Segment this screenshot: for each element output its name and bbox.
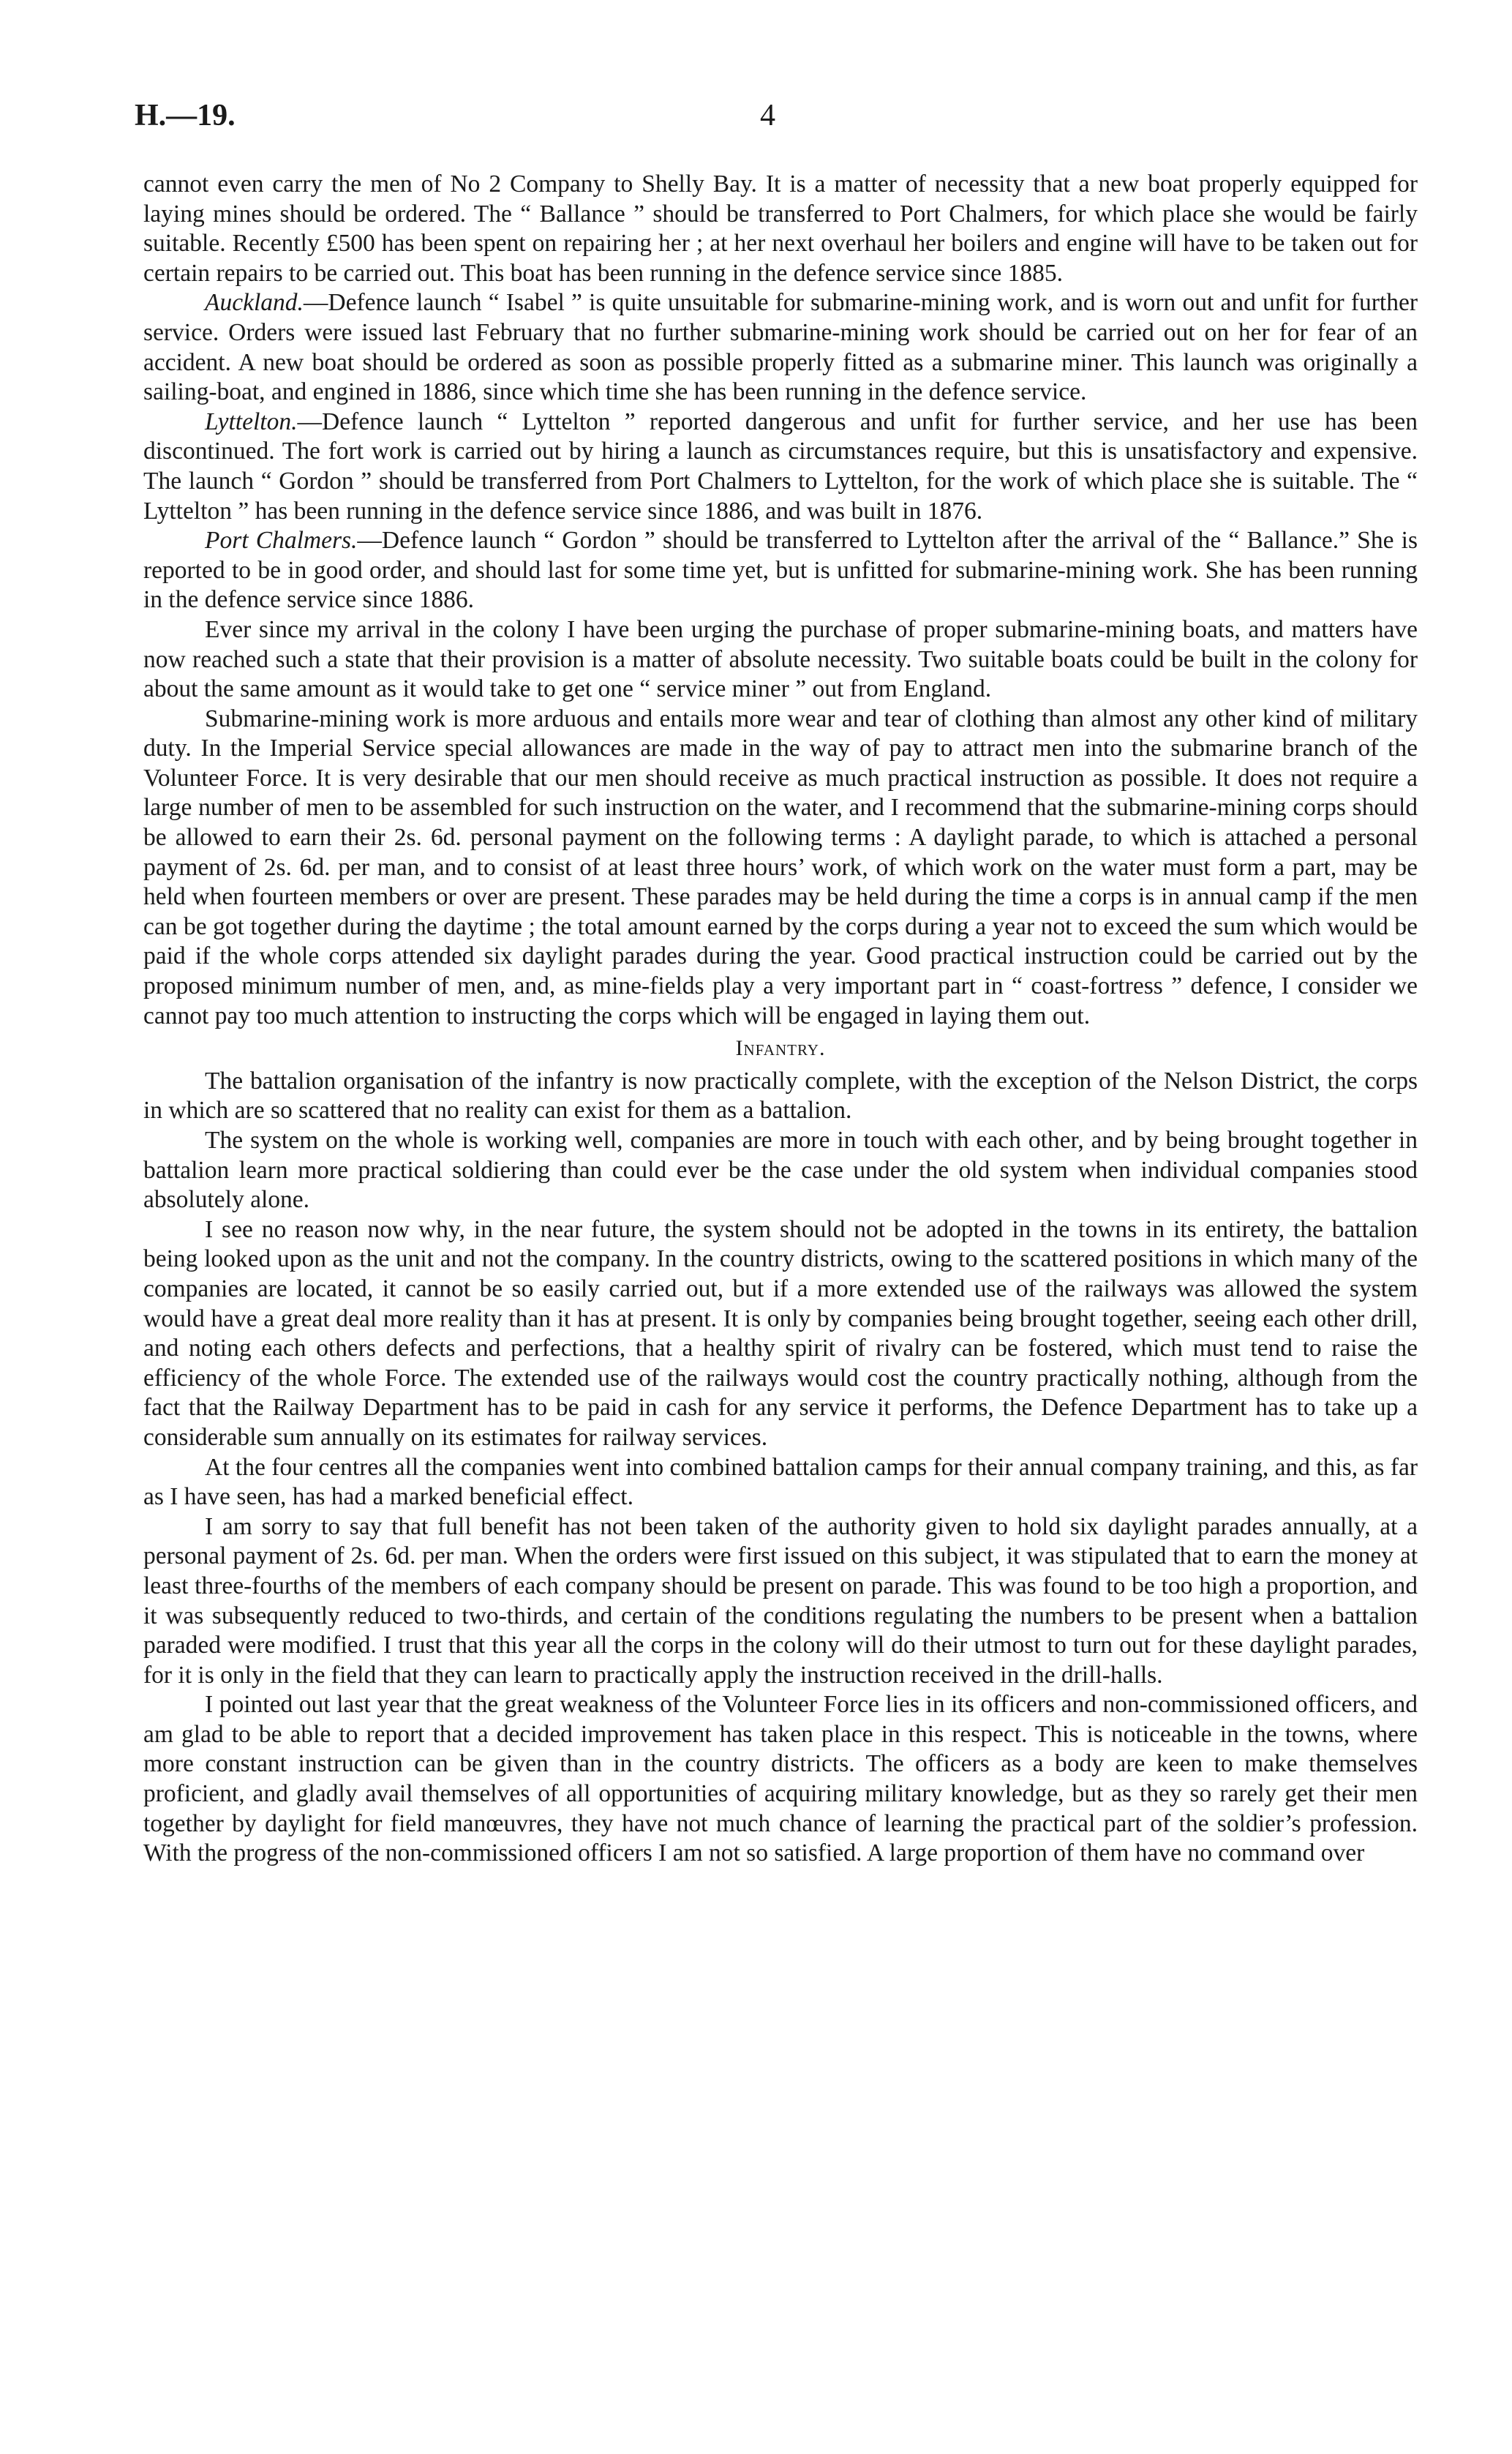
- paragraph: I am sorry to say that full benefit has not been taken of the authority given to hold six daylight parades annually, at a personal payment of 2s. 6d. per man. When the orders were first issued on this subject, it was stipulated that to earn the money at least three-fourths of the members of each company should be present on parade. This was found to be too high a proportion, and it was subsequently reduced to two-thirds, and certain of the conditions regulating the numbers to be present when a battalion paraded were modified. I trust that this year all the corps in the colony will do their utmost to turn out for these daylight parades, for it is only in the field that they can learn to practically apply the instruction received in the drill-halls.: [143, 1512, 1418, 1689]
- paragraph: Ever since my arrival in the colony I have been urging the purchase of proper submarine-mining boats, and matters have now reached such a state that their provision is a matter of absolute necessity. Two suitable boats could be built in the colony for about the same amount as it would take to get one “ service miner ” out from England.: [143, 615, 1418, 703]
- document-reference: H.—19.: [135, 99, 236, 132]
- paragraph-lead: Port Chalmers.: [205, 527, 358, 555]
- paragraph: cannot even carry the men of No 2 Company to Shelly Bay. It is a matter of necessity that a new boat properly equipped for laying mines should be ordered. The “ Ballance ” should be transferred to Port Chalmers, for which place she would be fairly suitable. Recently £500 has been spent on repairing her ; at her next overhaul her boilers and engine will have to be taken out for certain repairs to be carried out. This boat has been running in the defence service since 1885.: [143, 170, 1418, 287]
- paragraph: I pointed out last year that the great weakness of the Volunteer Force lies in its officers and non-commissioned officers, and am glad to be able to report that a decided improvement has taken place in this respect. This is noticeable in the towns, where more constant instruction can be given than in the country districts. The officers as a body are keen to make themselves proficient, and gladly avail themselves of all opportunities of acquiring military knowledge, but as they so rarely get their men together by daylight for field manœuvres, they have not much chance of learning the practical part of the soldier’s profession. With the progress of the non-commissioned officers I am not so satisfied. A large proportion of them have no command over: [143, 1691, 1418, 1867]
- paragraph-lead: Auckland.: [205, 289, 304, 317]
- paragraph: The battalion organisation of the infantry is now practically complete, with the exception of the Nelson District, the corps in which are so scattered that no reality can exist for them as a battalion.: [143, 1067, 1418, 1125]
- paragraph: Submarine-mining work is more arduous and entails more wear and tear of clothing than almost any other kind of military duty. In the Imperial Service special allowances are made in the way of pay to attract men into the submarine branch of the Volunteer Force. It is very desirable that our men should receive as much practical instruction as possible. It does not require a large number of men to be assembled for such instruction on the water, and I recommend that the submarine-mining corps should be allowed to earn their 2s. 6d. personal payment on the following terms : A daylight parade, to which is attached a personal payment of 2s. 6d. per man, and to consist of at least three hours’ work, of which work on the water must form a part, may be held when fourteen members or over are present. These parades may be held during the time a corps is in annual camp if the men can be got together during the daytime ; the total amount earned by the corps during a year not to exceed the sum which would be paid if the whole corps attended six daylight parades during the year. Good practical instruction could be carried out by the proposed minimum number of men, and, as mine-fields play a very important part in “ coast-fortress ” defence, I consider we cannot pay too much attention to instructing the corps which will be engaged in laying them out.: [143, 705, 1418, 1029]
- page-header: [135, 98, 1415, 149]
- paragraph-auckland: Auckland.—Defence launch “ Isabel ” is quite unsuitable for submarine-mining work, and is worn out and unfit for further service. Orders were issued last February that no further submarine-mining work should be carried out on her for fear of an accident. A new boat should be ordered as soon as possible properly fitted as a submarine miner. This launch was originally a sailing-boat, and engined in 1886, since which time she has been running in the defence service.: [143, 289, 1418, 406]
- paragraph-port-chalmers: Port Chalmers.—Defence launch “ Gordon ” should be transferred to Lyttelton after the arrival of the “ Ballance.” She is reported to be in good order, and should last for some time yet, but is unfitted for submarine-mining work. She has been running in the defence service since 1886.: [143, 527, 1418, 614]
- paragraph: At the four centres all the companies went into combined battalion camps for their annual company training, and this, as far as I have seen, has had a marked beneficial effect.: [143, 1453, 1418, 1511]
- section-heading-infantry: Infantry.: [735, 1036, 826, 1061]
- paragraph: I see no reason now why, in the near future, the system should not be adopted in the towns in its entirety, the battalion being looked upon as the unit and not the company. In the country districts, owing to the scattered positions in which many of the companies are located, it cannot be so easily carried out, but if a more extended use of the railways was allowed the system would have a great deal more reality than it has at present. It is only by companies being brought together, seeing each other drill, and noting each others defects and perfections, that a healthy spirit of rivalry can be fostered, which must tend to raise the efficiency of the whole Force. The extended use of the railways would cost the country practically nothing, although from the fact that the Railway Department has to be paid in cash for any service it performs, the Defence Department has to take up a considerable sum annually on its estimates for railway services.: [143, 1215, 1418, 1451]
- paragraph: The system on the whole is working well, companies are more in touch with each other, and by being brought together in battalion learn more practical soldiering than could ever be the case under the old system when individual companies stood absolutely alone.: [143, 1127, 1418, 1214]
- body-text: [143, 170, 1418, 1869]
- paragraph-lyttelton: Lyttelton.—Defence launch “ Lyttelton ” reported dangerous and unfit for further service, and her use has been discontinued. The fort work is carried out by hiring a launch as circumstances require, but this is unsatisfactory and expensive. The launch “ Gordon ” should be transferred from Port Chalmers to Lyttelton, for the work of which place she is suitable. The “ Lyttelton ” has been running in the defence service since 1886, and was built in 1876.: [143, 408, 1418, 525]
- page-number: 4: [760, 99, 775, 132]
- paragraph-lead: Lyttelton.: [205, 408, 298, 435]
